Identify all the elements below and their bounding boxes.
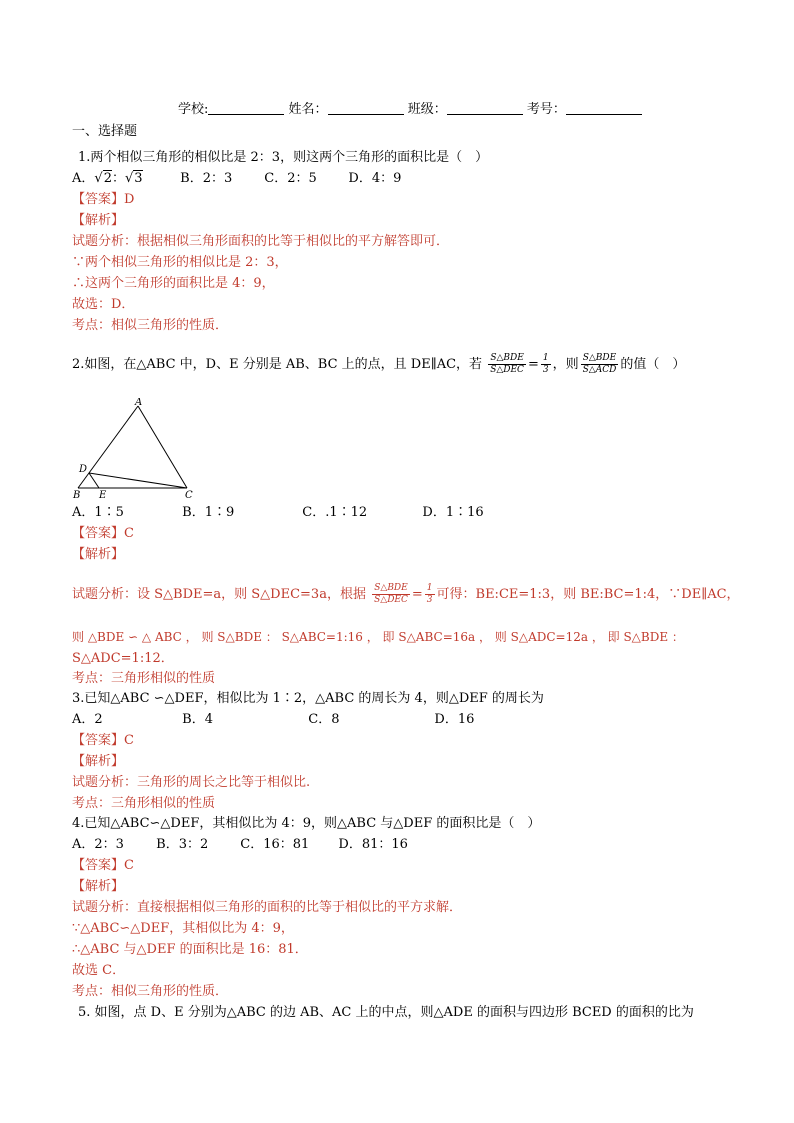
q3-option-c: C．8 <box>308 712 340 727</box>
q2-answer: 【答案】C <box>72 526 134 541</box>
q3-option-d: D．16 <box>434 712 475 727</box>
q4-stem: 4.已知△ABC∽△DEF，其相似比为 4：9，则△ABC 与△DEF 的面积比是（ ） <box>72 816 541 831</box>
q4-analysis-1: 试题分析：直接根据相似三角形的面积的比等于相似比的平方求解． <box>72 900 463 915</box>
label-a: A <box>135 398 143 408</box>
q3-point: 考点：三角形相似的性质 <box>72 796 216 811</box>
q4-option-c: C．16：81 <box>240 837 310 852</box>
label-c: C <box>185 490 193 501</box>
q1-options <box>72 170 401 188</box>
q4-option-b: B．3：2 <box>156 837 209 852</box>
q2-triangle-figure <box>72 398 202 502</box>
q4-analysis-2: ∵△ABC∽△DEF，其相似比为 4：9， <box>72 921 294 936</box>
school-label: 学校: <box>178 102 209 117</box>
q4-option-d: D．81：16 <box>338 837 408 852</box>
student-info-header <box>178 98 642 117</box>
q2-point: 考点：三角形相似的性质 <box>72 671 216 686</box>
q2-options <box>72 504 484 522</box>
q1-analysis-label: 【解析】 <box>72 213 125 228</box>
q2-analysis-label: 【解析】 <box>72 547 125 562</box>
q2-analysis-fraction-2: $\frac{1}{3}$ <box>426 583 433 605</box>
segment-de <box>89 473 99 488</box>
q2-option-b: B．1∶9 <box>182 505 235 520</box>
segment-dc <box>89 473 187 488</box>
q3-analysis-label: 【解析】 <box>72 754 125 769</box>
label-d: D <box>79 464 88 475</box>
q4-answer: 【答案】C <box>72 858 134 873</box>
q2-option-d: D．1∶16 <box>422 505 484 520</box>
exam-no-blank[interactable] <box>566 100 642 115</box>
q1-analysis-1: 试题分析：根据相似三角形面积的比等于相似比的平方解答即可． <box>72 234 450 249</box>
q1-answer: 【答案】D <box>72 192 135 207</box>
q4-option-a: A．2：3 <box>72 837 124 852</box>
q2-fraction-3: $\frac{\text{S△BDE}}{\text{S△ACD}}$ <box>582 353 617 375</box>
q4-analysis-3: ∴△ABC 与△DEF 的面积比是 16：81． <box>72 942 308 957</box>
q3-option-a: A．2 <box>72 712 103 727</box>
q1-option-d: D．4：9 <box>348 171 402 186</box>
q2-option-c: C．.1∶12 <box>302 505 368 520</box>
q1-analysis-3: ∴这两个三角形的面积比是 4：9， <box>72 276 275 291</box>
q3-analysis-1: 试题分析：三角形的周长之比等于相似比. <box>72 775 311 790</box>
section-title: 一、选择题 <box>72 124 138 139</box>
class-blank[interactable] <box>447 100 523 115</box>
q3-stem: 3.已知△ABC ∽△DEF，相似比为 1∶2，△ABC 的周长为 4，则△DEF 的周长为 <box>72 691 544 706</box>
q3-options <box>72 711 474 729</box>
q2-fraction-1: $\frac{\text{S△BDE}}{\text{S△DEC}}$ <box>490 353 524 375</box>
q1-option-c: C．2：5 <box>264 171 317 186</box>
q2-analysis-1: 试题分析：设 S△BDE=a，则 S△DEC=3a，根据 $\frac{\text{S△BDE}}{\text{S△DEC}}$ = $\frac{1}{3}$ 可得：BE:CE=1:3，则 BE:BC=1:4，∵DE∥AC， <box>72 583 740 605</box>
q5-stem: 5. 如图，点 D、E 分别为△ABC 的边 AB、AC 上的中点，则△ADE 的面积与四边形 BCED 的面积的比为 <box>78 1005 694 1020</box>
q4-analysis-label: 【解析】 <box>72 879 125 894</box>
name-blank[interactable] <box>328 100 404 115</box>
name-label: 姓名： <box>288 102 328 117</box>
q2-analysis-3: S△ADC=1:12． <box>72 651 174 666</box>
q4-options <box>72 836 408 854</box>
q1-point: 考点：相似三角形的性质． <box>72 318 229 333</box>
q1-analysis-2: ∵两个相似三角形的相似比是 2：3， <box>72 255 288 270</box>
q2-analysis-fraction-1: $\frac{\text{S△BDE}}{\text{S△DEC}}$ <box>374 583 408 605</box>
q2-stem: 2.如图，在△ABC 中，D、E 分别是 AB、BC 上的点，且 DE∥AC，若 $\frac{\text{S△BDE}}{\text{S△DEC}}$ = $\frac{1}{3}$ ，则 $\frac{\text{S△BDE}}{\text{S△ACD}}$ 的值（ ） <box>72 353 686 375</box>
class-label: 班级： <box>407 102 447 117</box>
side-ac <box>138 406 187 488</box>
q3-answer: 【答案】C <box>72 733 134 748</box>
q4-point: 考点：相似三角形的性质． <box>72 984 229 999</box>
q2-option-a: A．1∶5 <box>72 505 124 520</box>
q2-analysis-2: 则 △BDE ∽ △ ABC ， 则 S△BDE ： S△ABC=1:16 ， 即 S△ABC=16a ， 则 S△ADC=12a ， 即 S△BDE ： <box>72 630 684 644</box>
q1-analysis-4: 故选：D． <box>72 297 135 312</box>
q1-option-b: B．2：3 <box>180 171 233 186</box>
q2-fraction-2: $\frac{1}{3}$ <box>542 353 549 375</box>
exam-no-label: 考号： <box>526 102 566 117</box>
q1-option-a: A．√2：√3 <box>72 171 143 186</box>
label-b: B <box>73 490 81 501</box>
q3-option-b: B．4 <box>182 712 213 727</box>
school-blank[interactable] <box>208 100 284 115</box>
label-e: E <box>99 490 107 501</box>
q1-stem: 1.两个相似三角形的相似比是 2：3，则这两个三角形的面积比是（ ） <box>78 150 489 165</box>
q4-analysis-4: 故选 C． <box>72 963 126 978</box>
